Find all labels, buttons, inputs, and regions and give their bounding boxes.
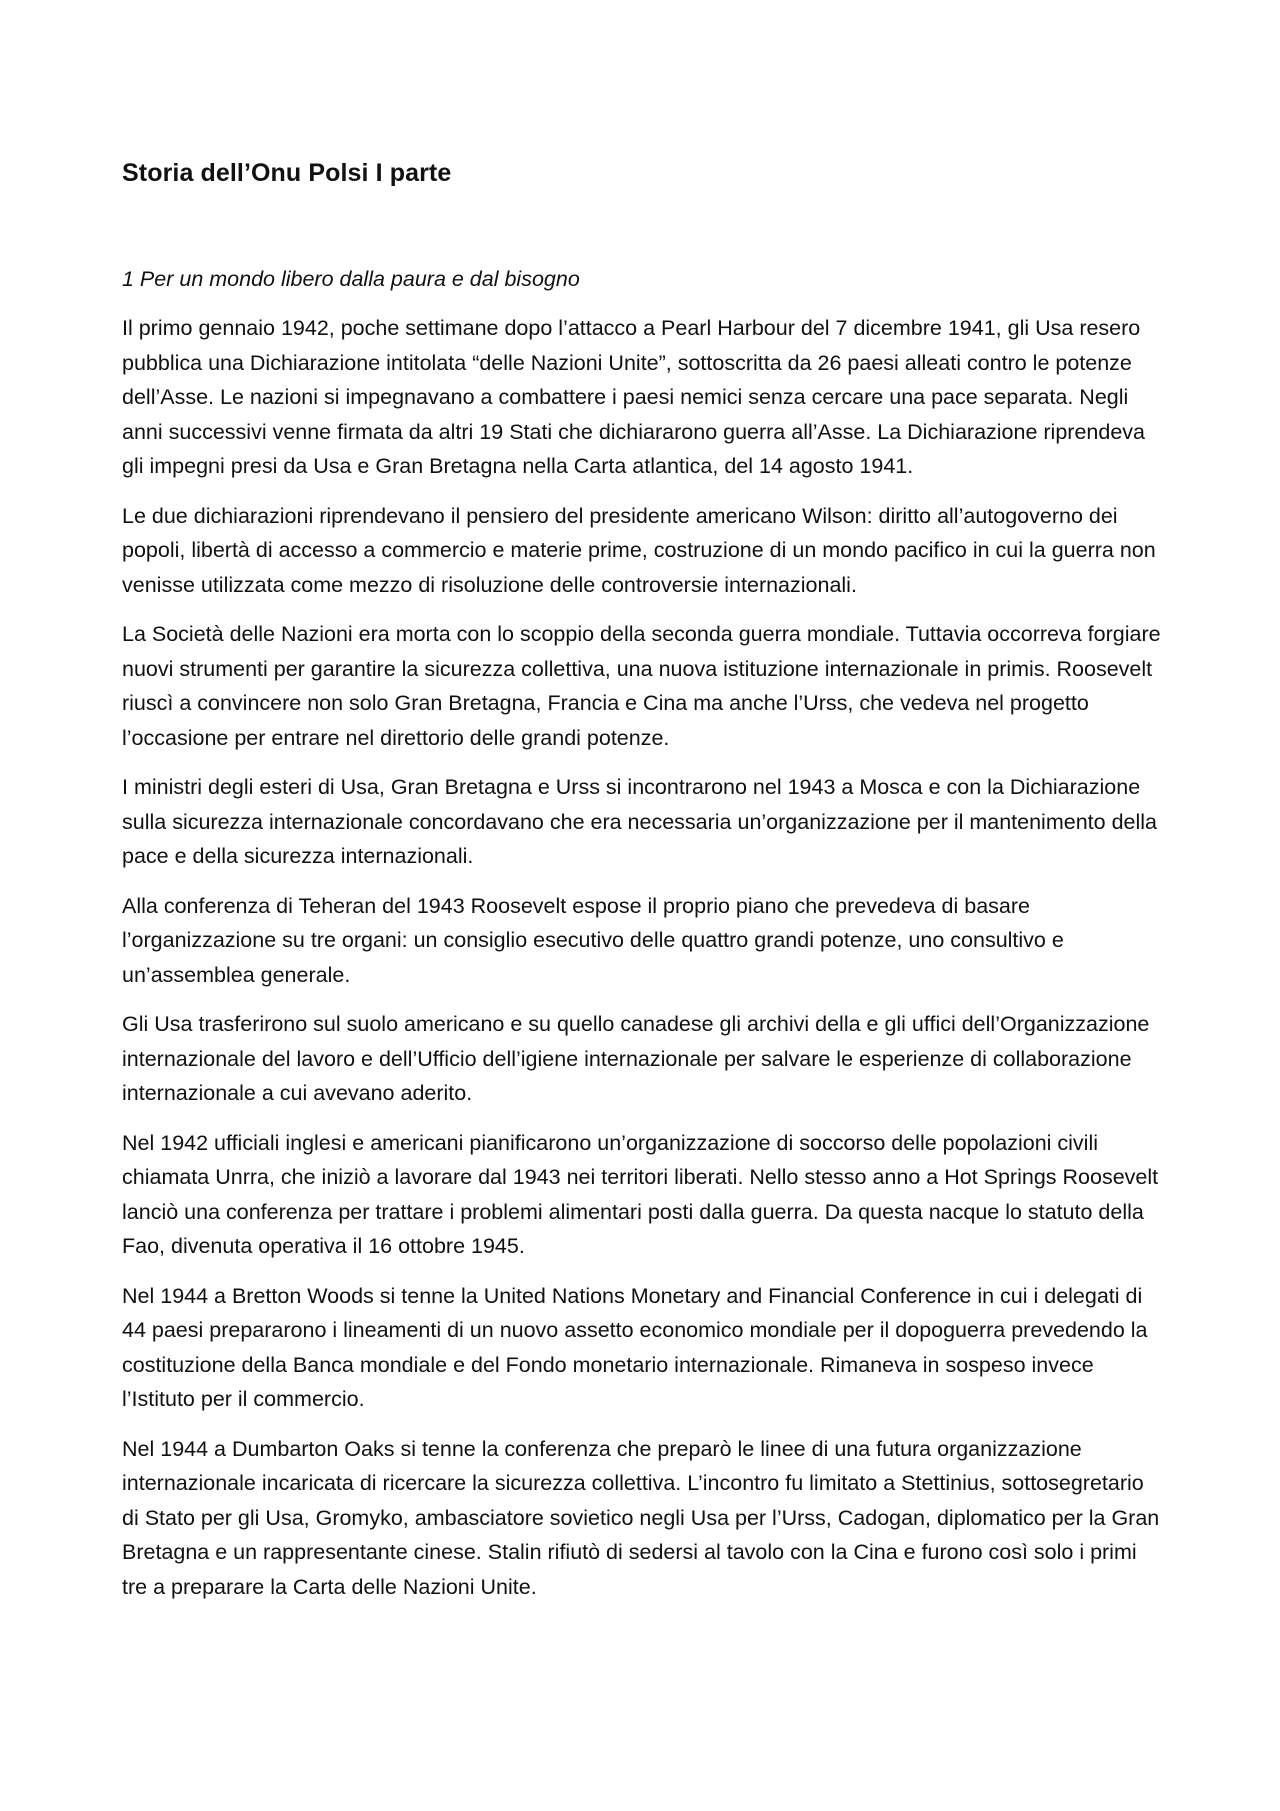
paragraph-1: Il primo gennaio 1942, poche settimane dopo l’attacco a Pearl Harbour del 7 dicembre 1941, gli Usa resero pubblica una Dichiarazione intitolata “delle Nazioni Unite”, sottoscritta da 26 paesi alleati contro le potenze dell’Asse. Le nazioni si impegnavano a combattere i paesi nemici senza cercare una pace separata. Negli anni successivi venne firmata da altri 19 Stati che dichiararono guerra all’Asse. La Dichiarazione riprendeva gli impegni presi da Usa e Gran Bretagna nella Carta atlantica, del 14 agosto 1941. [122, 316, 1145, 478]
paragraph-3: La Società delle Nazioni era morta con lo scoppio della seconda guerra mondiale. Tuttavia occorreva forgiare nuovi strumenti per garantire la sicurezza collettiva, una nuova istituzione internazionale in primis. Roosevelt riuscì a convincere non solo Gran Bretagna, Francia e Cina ma anche l’Urss, che vedeva nel progetto l’occasione per entrare nel direttorio delle grandi potenze. [122, 622, 1161, 750]
paragraph-6: Gli Usa trasferirono sul suolo americano e su quello canadese gli archivi della e gli uffici dell’Organizzazione internazionale del lavoro e dell’Ufficio dell’igiene internazionale per salvare le esperienze di collaborazione internazionale a cui avevano aderito. [122, 1012, 1150, 1105]
section-heading: 1 Per un mondo libero dalla paura e dal bisogno [122, 267, 580, 291]
paragraph-4: I ministri degli esteri di Usa, Gran Bretagna e Urss si incontrarono nel 1943 a Mosca e con la Dichiarazione sulla sicurezza internazionale concordavano che era necessaria un’organizzazione per il mantenimento della pace e della sicurezza internazionali. [122, 775, 1157, 868]
paragraph-5: Alla conferenza di Teheran del 1943 Roosevelt espose il proprio piano che prevedeva di basare l’organizzazione su tre organi: un consiglio esecutivo delle quattro grandi potenze, uno consultivo e un’assemblea generale. [122, 893, 1064, 987]
paragraph-8: Nel 1944 a Bretton Woods si tenne la United Nations Monetary and Financial Conference in cui i delegati di 44 paesi prepararono i lineamenti di un nuovo assetto economico mondiale per il dopoguerra prevedendo la costituzione della Banca mondiale e del Fondo monetario internazionale. Rimaneva in sospeso invece l’Istituto per il commercio. [122, 1283, 1148, 1411]
paragraph-9: Nel 1944 a Dumbarton Oaks si tenne la conferenza che preparò le linee di una futura organizzazione internazionale incaricata di ricercare la sicurezza collettiva. L’incontro fu limitato a Stettinius, sottosegretario di Stato per gli Usa, Gromyko, ambasciatore sovietico negli Usa per l’Urss, Cadogan, diplomatico per la Gran Bretagna e un rappresentante cinese. Stalin rifiutò di sedersi al tavolo con la Cina e furono così solo i primi tre a preparare la Carta delle Nazioni Unite. [122, 1436, 1160, 1599]
paragraph-7: Nel 1942 ufficiali inglesi e americani pianificarono un’organizzazione di soccorso delle popolazioni civili chiamata Unrra, che iniziò a lavorare dal 1943 nei territori liberati. Nello stesso anno a Hot Springs Roosevelt lanciò una conferenza per trattare i problemi alimentari posti dalla guerra. Da questa nacque lo statuto della Fao, divenuta operativa il 16 ottobre 1945. [122, 1130, 1159, 1258]
document-title: Storia dell’Onu Polsi I parte [122, 159, 452, 187]
paragraph-2: Le due dichiarazioni riprendevano il pensiero del presidente americano Wilson: diritto all’autogoverno dei popoli, libertà di accesso a commercio e materie prime, costruzione di un mondo pacifico in cui la guerra non venisse utilizzata come mezzo di risoluzione delle controversie internazionali. [122, 503, 1156, 597]
document-body [122, 262, 1162, 1619]
